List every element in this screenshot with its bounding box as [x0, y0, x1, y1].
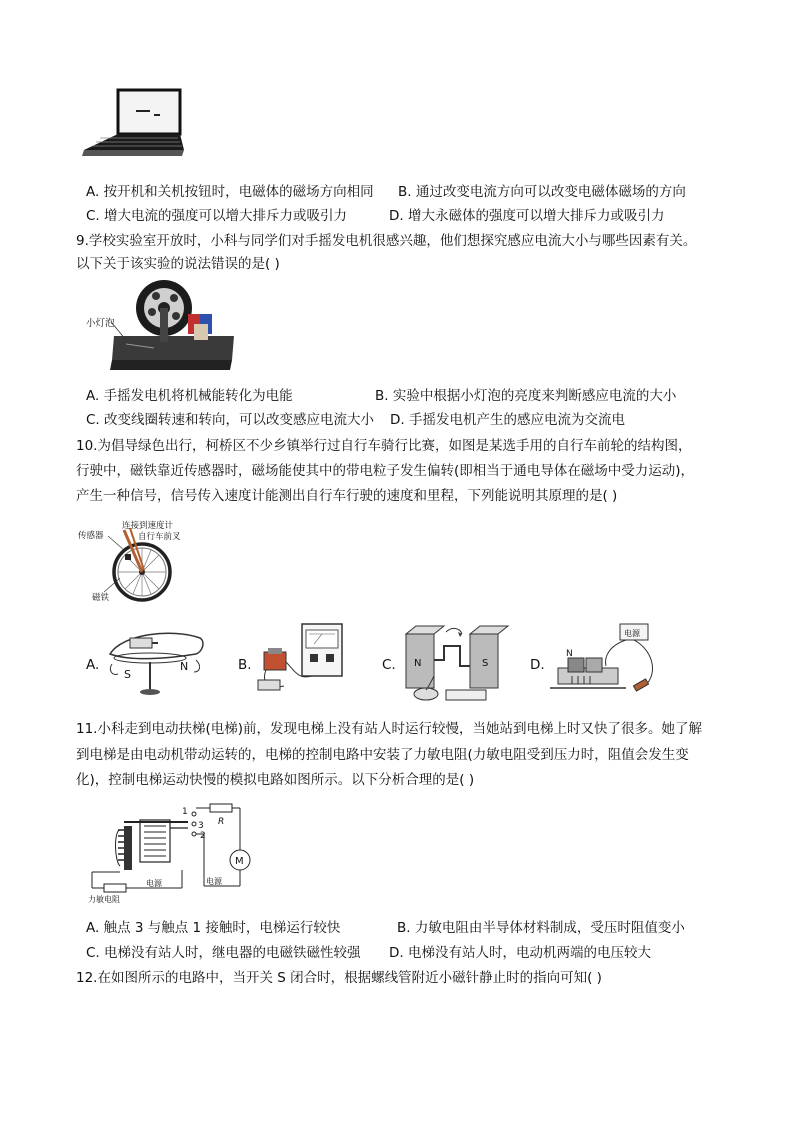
force-resistor-label: 力敏电阻 — [88, 895, 120, 904]
q11-stem-line-3: 化)，控制电梯运动快慢的模拟电路如图所示。以下分析合理的是( ) — [76, 772, 475, 788]
hand-generator-figure — [86, 278, 240, 378]
q10-c-n-label: N — [414, 658, 422, 669]
contact-3-label: 3 — [198, 821, 204, 831]
q8-option-b[interactable]: B. 通过改变电流方向可以改变电磁体磁场的方向 — [398, 184, 686, 200]
q10-option-c-letter[interactable]: C. — [382, 657, 396, 673]
q10-option-a-letter[interactable]: A. — [86, 657, 100, 673]
q10-stem-line-1: 10.为倡导绿色出行，柯桥区不少乡镇举行过自行车骑行比赛，如图是某选手用的自行车前轮的结构图， — [76, 438, 692, 454]
q10-a-s-label: S — [124, 668, 131, 681]
q8-option-d[interactable]: D. 增大永磁体的强度可以增大排斥力或吸引力 — [389, 208, 665, 224]
q10-stem-line-2: 行驶中，磁铁靠近传感器时，磁场能使其中的带电粒子发生偏转(即相当于通电导体在磁场中受力运动)， — [76, 463, 695, 479]
q10-c-s-label: S — [482, 658, 489, 669]
q9-option-d[interactable]: D. 手摇发电机产生的感应电流为交流电 — [390, 412, 625, 428]
q8-option-c[interactable]: C. 增大电流的强度可以增大排斥力或吸引力 — [86, 208, 348, 224]
q10-a-n-label: N — [180, 660, 189, 673]
q11-option-a[interactable]: A. 触点 3 与触点 1 接触时，电梯运行较快 — [86, 920, 341, 936]
q10-stem-line-3: 产生一种信号，信号传入速度计能测出自行车行驶的速度和里程，下列能说明其原理的是( ) — [76, 488, 618, 504]
contact-2-label: 2 — [200, 831, 206, 841]
q10-d-n-label: N — [566, 649, 573, 659]
resistor-r-label: R — [218, 817, 225, 827]
q11-stem-line-2: 到电梯是由电动机带动运转的，电梯的控制电路中安装了力敏电阻(力敏电阻受到压力时，阻值会发生变 — [76, 747, 689, 763]
elevator-circuit-figure — [84, 800, 260, 904]
bicycle-wheel-figure — [78, 520, 202, 604]
q10-option-d-letter[interactable]: D. — [530, 657, 545, 673]
q9-option-a[interactable]: A. 手摇发电机将机械能转化为电能 — [86, 388, 293, 404]
q12-stem-line-1: 12.在如图所示的电路中，当开关 S 闭合时，根据螺线管附近小磁针静止时的指向可知( ) — [76, 970, 602, 986]
q10-option-b-figure[interactable] — [254, 620, 362, 702]
magnet-label: 磁铁 — [92, 593, 110, 603]
q8-option-a[interactable]: A. 按开机和关机按钮时，电磁体的磁场方向相同 — [86, 184, 374, 200]
q9-stem-line-2: 以下关于该实验的说法错误的是( ) — [76, 256, 280, 272]
motor-m-label: M — [235, 856, 244, 867]
q9-option-c[interactable]: C. 改变线圈转速和转向，可以改变感应电流大小 — [86, 412, 375, 428]
q10-d-power-label: 电源 — [624, 629, 640, 638]
q11-option-c[interactable]: C. 电梯没有站人时，继电器的电磁铁磁性较强 — [86, 945, 361, 961]
contact-1-label: 1 — [182, 807, 188, 817]
q10-option-c-figure[interactable] — [400, 620, 510, 704]
q9-stem-line-1: 9.学校实验室开放时，小科与同学们对手摇发电机很感兴趣，他们想探究感应电流大小与哪些因素有关。 — [76, 233, 697, 249]
q11-option-b[interactable]: B. 力敏电阻由半导体材料制成，受压时阻值变小 — [397, 920, 685, 936]
q10-option-d-figure[interactable] — [546, 618, 666, 702]
power-supply-1-label: 电源 — [146, 879, 162, 888]
q10-option-a-figure[interactable] — [102, 620, 210, 702]
q11-option-d[interactable]: D. 电梯没有站人时，电动机两端的电压较大 — [389, 945, 651, 961]
front-fork-label: 自行车前叉 — [138, 532, 181, 542]
speedometer-label: 连接到速度计 — [122, 521, 174, 531]
q9-option-b[interactable]: B. 实验中根据小灯泡的亮度来判断感应电流的大小 — [375, 388, 677, 404]
q10-option-b-letter[interactable]: B. — [238, 657, 252, 673]
small-bulb-label: 小灯泡 — [86, 318, 115, 329]
laptop-figure — [80, 88, 186, 160]
power-supply-2-label: 电源 — [206, 877, 222, 886]
sensor-label: 传感器 — [78, 531, 104, 541]
q11-stem-line-1: 11.小科走到电动扶梯(电梯)前，发现电梯上没有站人时运行较慢，当她站到电梯上时又快了很多。她了解 — [76, 721, 703, 737]
